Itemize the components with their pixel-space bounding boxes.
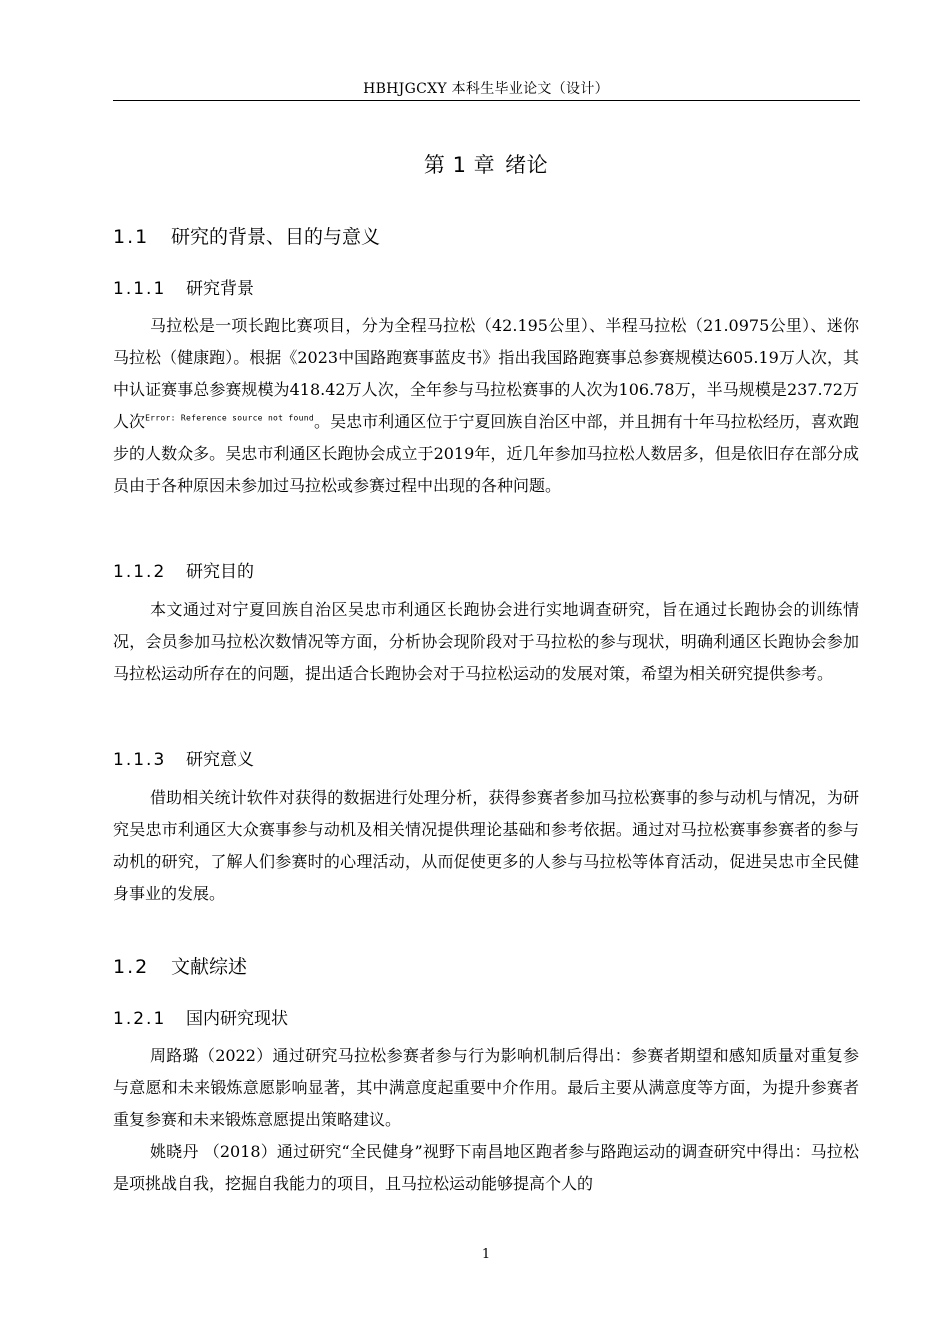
paragraph-purpose: 本文通过对宁夏回族自治区吴忠市利通区长跑协会进行实地调查研究，旨在通过长跑协会的训练情况，会员参加马拉松次数情况等方面，分析协会现阶段对于马拉松的参与现状，明确利通区长跑协会参加马拉松运动所存在的问题，提出适合长跑协会对于马拉松运动的发展对策，希望为相关研究提供参考。 bbox=[113, 600, 859, 683]
reference-error: Error: Reference source not found bbox=[145, 413, 315, 423]
subsection-number: 1.1.2 bbox=[113, 562, 167, 582]
subsection-title: 国内研究现状 bbox=[186, 1009, 288, 1029]
subsection-heading-1-1-2 bbox=[113, 557, 254, 582]
running-header: HBHJGCXY 本科生毕业论文（设计） bbox=[363, 81, 609, 97]
section-heading-1-1 bbox=[113, 222, 380, 249]
paragraph-domestic-1: 周路璐（2022）通过研究马拉松参赛者参与行为影响机制后得出：参赛者期望和感知质量对重复参与意愿和未来锻炼意愿影响显著，其中满意度起重要中介作用。最后主要从满意度等方面，为提升参赛者重复参赛和未来锻炼意愿提出策略建议。 bbox=[113, 1046, 859, 1129]
subsection-heading-1-1-3 bbox=[113, 745, 254, 770]
chapter-title-text: 绪论 bbox=[505, 153, 549, 177]
section-title: 研究的背景、目的与意义 bbox=[171, 226, 381, 248]
section-number: 1.1 bbox=[113, 226, 150, 248]
paragraph-significance: 借助相关统计软件对获得的数据进行处理分析，获得参赛者参加马拉松赛事的参与动机与情况，为研究吴忠市利通区大众赛事参与动机及相关情况提供理论基础和参考依据。通过对马拉松赛事参赛者的参与动机的研究，了解人们参赛时的心理活动，从而促使更多的人参与马拉松等体育活动，促进吴忠市全民健身事业的发展。 bbox=[113, 788, 859, 903]
subsection-number: 1.2.1 bbox=[113, 1009, 167, 1029]
section-title: 文献综述 bbox=[171, 956, 248, 978]
paragraph-background bbox=[113, 310, 859, 502]
paragraph-domestic-2: 姚晓丹 （2018）通过研究“全民健身”视野下南昌地区跑者参与路跑运动的调查研究中得出：马拉松是项挑战自我，挖掘自我能力的项目，且马拉松运动能够提高个人的 bbox=[113, 1142, 859, 1193]
subsection-title: 研究目的 bbox=[186, 562, 254, 582]
subsection-number: 1.1.1 bbox=[113, 279, 167, 299]
subsection-title: 研究背景 bbox=[186, 279, 254, 299]
subsection-title: 研究意义 bbox=[186, 750, 254, 770]
paragraph-text: 马拉松是一项长跑比赛项目，分为全程马拉松（42.195公里）、半程马拉松（21.0975公里）、迷你马拉松（健康跑）。根据《2023中国路跑赛事蓝皮书》指出我国路跑赛事总参赛规模达605.19万人次，其中认证赛事总参赛规模为418.42万人次，全年参与马拉松赛事的人次为106.78万，半马规模是237.72万人次 bbox=[113, 316, 859, 431]
chapter-number: 第 1 章 bbox=[423, 153, 496, 177]
subsection-heading-1-1-1 bbox=[113, 274, 254, 299]
subsection-heading-1-2-1 bbox=[113, 1004, 288, 1029]
paragraph-text: 。吴忠市利通区位于宁夏回族自治区中部，并且拥有十年马拉松经历，喜欢跑步的人数众多。吴忠市利通区长跑协会成立于2019年，近几年参加马拉松人数居多，但是依旧存在部分成员由于各种原因未参加过马拉松或参赛过程中出现的各种问题。 bbox=[113, 412, 859, 495]
chapter-title bbox=[113, 149, 859, 179]
header-rule bbox=[113, 100, 860, 101]
page-number: 1 bbox=[481, 1247, 491, 1262]
section-number: 1.2 bbox=[113, 956, 150, 978]
section-heading-1-2 bbox=[113, 952, 247, 979]
subsection-number: 1.1.3 bbox=[113, 750, 167, 770]
